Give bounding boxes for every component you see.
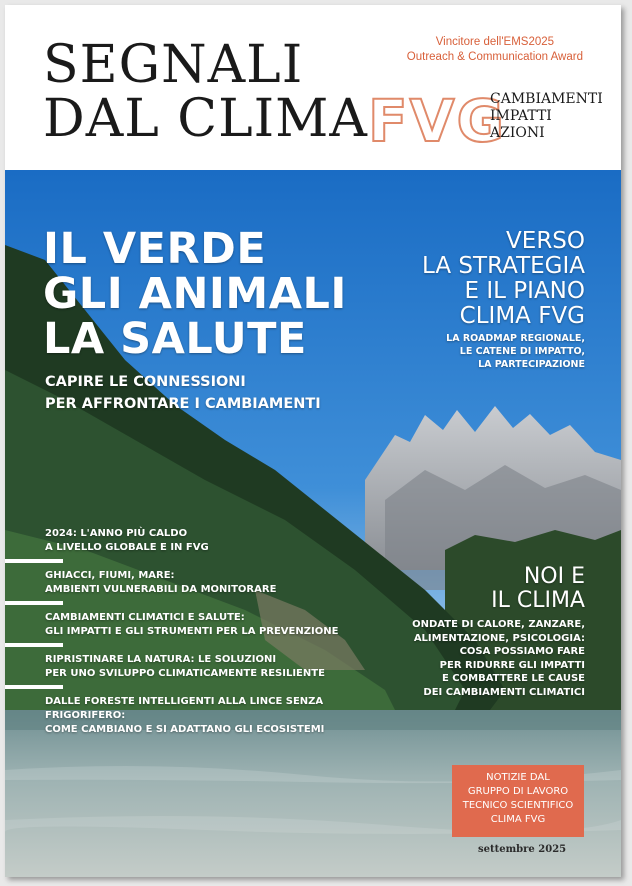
noi-sub-line: COSA POSSIAMO FARE <box>459 646 585 657</box>
noi-line: IL CLIMA <box>491 588 585 613</box>
headline-subtitle <box>45 371 321 415</box>
noi-sub-line: ALIMENTAZIONE, PSICOLOGIA: <box>413 632 585 644</box>
topic-line-1: GHIACCI, FIUMI, MARE: <box>45 570 175 581</box>
issue-date: settembre 2025 <box>478 844 567 855</box>
fvg-logo-text: FVG <box>368 87 507 155</box>
news-line: NOTIZIE DAL <box>486 772 550 783</box>
topic-item <box>5 695 405 737</box>
magazine-cover <box>5 5 621 877</box>
topic-divider <box>5 559 63 563</box>
topic-line-2: GLI IMPATTI E GLI STRUMENTI PER LA PREVENZIONE <box>45 626 339 637</box>
headline-line: GLI ANIMALI <box>43 269 347 319</box>
tagline-line: AZIONI <box>490 125 545 141</box>
strategy-line: LA STRATEGIA <box>422 253 585 279</box>
masthead <box>5 5 621 170</box>
strategy-line: VERSO <box>506 228 585 254</box>
strategy-sub-line: LA ROADMAP REGIONALE, <box>446 333 585 344</box>
topic-item <box>5 527 405 555</box>
topic-divider <box>5 685 63 689</box>
headline-line: IL VERDE <box>43 224 267 274</box>
news-line: TECNICO SCIENTIFICO <box>462 800 574 811</box>
title-line-2: DAL CLIMA <box>43 89 368 149</box>
strategy-line: CLIMA FVG <box>459 303 585 329</box>
topic-item <box>5 653 405 681</box>
subtitle-line-2: PER AFFRONTARE I CAMBIAMENTI <box>45 396 321 412</box>
noi-line: NOI E <box>523 564 585 589</box>
noi-sub-line: DEI CAMBIAMENTI CLIMATICI <box>423 686 585 698</box>
noi-sub-line: PER RIDURRE GLI IMPATTI <box>439 659 585 671</box>
strategy-sub-line: LE CATENE DI IMPATTO, <box>459 346 585 357</box>
topic-item <box>5 611 405 639</box>
news-box <box>452 765 584 837</box>
award-line-2: Outreach & Communication Award <box>406 51 583 63</box>
strategy-subtitle <box>446 332 585 371</box>
title-line-1: SEGNALI <box>43 35 304 95</box>
topic-line-1: CAMBIAMENTI CLIMATICI E SALUTE: <box>45 612 245 623</box>
topic-line-2: A LIVELLO GLOBALE E IN FVG <box>45 542 209 553</box>
news-line: GRUPPO DI LAVORO <box>467 786 569 797</box>
topic-line-1: 2024: L'ANNO PIÙ CALDO <box>45 528 188 539</box>
strategy-title <box>422 229 585 329</box>
award-note <box>407 35 583 65</box>
noi-subtitle <box>412 618 585 699</box>
topic-line-2: AMBIENTI VULNERABILI DA MONITORARE <box>45 584 277 595</box>
topic-line-1: RIPRISTINARE LA NATURA: LE SOLUZIONI <box>45 654 277 665</box>
tagline-line: IMPATTI <box>490 108 552 124</box>
headline-line: LA SALUTE <box>43 314 307 364</box>
topic-line-2: PER UNO SVILUPPO CLIMATICAMENTE RESILIENTE <box>45 668 325 679</box>
subtitle-line-1: CAPIRE LE CONNESSIONI <box>45 374 246 390</box>
news-line: CLIMA FVG <box>490 814 546 825</box>
tagline-line: CAMBIAMENTI <box>490 91 603 107</box>
main-headline <box>43 224 347 364</box>
topic-divider <box>5 643 63 647</box>
topic-line-1: DALLE FORESTE INTELLIGENTI ALLA LINCE SENZA FRIGORIFERO: <box>45 696 324 721</box>
strategy-sub-line: LA PARTECIPAZIONE <box>478 359 585 370</box>
award-line-1: Vincitore dell'EMS2025 <box>435 36 555 48</box>
noi-sub-line: E COMBATTERE LE CAUSE <box>441 673 585 684</box>
noi-sub-line: ONDATE DI CALORE, ZANZARE, <box>412 619 585 630</box>
strategy-line: E IL PIANO <box>464 278 585 304</box>
topic-item <box>5 569 405 597</box>
topic-list <box>5 527 405 751</box>
noi-title <box>491 565 585 613</box>
topic-divider <box>5 601 63 605</box>
topic-line-2: COME CAMBIANO E SI ADATTANO GLI ECOSISTEMI <box>45 724 325 735</box>
tagline <box>490 91 603 142</box>
